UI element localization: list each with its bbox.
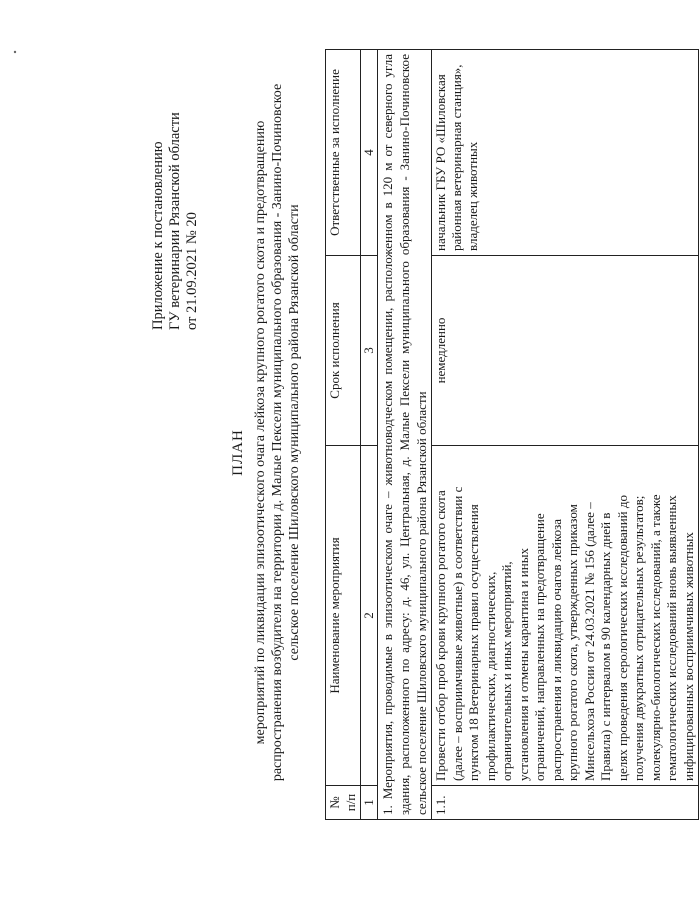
measure-line: крупного рогатого скота, утвержденных приказом — [565, 504, 580, 781]
header-num: № п/п — [326, 786, 361, 820]
header-term: Срок исполнения — [326, 256, 361, 446]
scan-speck — [12, 49, 18, 55]
row-responsible: начальник ГБУ РО «Шиловская районная ветеринарная станция», владелец животных — [432, 50, 699, 256]
measure-line: молекулярно-биологических исследований, а также — [647, 494, 663, 781]
measure-line: профилактических, диагностических, — [482, 571, 498, 781]
measure-line: гематологических исследований вновь выявленных — [664, 495, 679, 781]
plan-title: ПЛАН — [230, 429, 246, 476]
measure-line: получения двукратных отрицательных результатов; — [631, 495, 646, 781]
column-number: 4 — [361, 50, 378, 256]
row-term: немедленно — [432, 256, 699, 446]
subtitle-line-2: распространения возбудителя на территории д. Малые Пексели муниципального образования - Занино-Починовское — [270, 83, 285, 782]
section-row — [378, 50, 432, 820]
attachment-line-1: Приложение к постановлению — [150, 141, 166, 330]
attachment-line-3: от 21.09.2021 № 20 — [184, 212, 200, 330]
subtitle-line-1: мероприятий по ликвидации эпизоотического очага лейкоза крупного рогатого скота и предотвращению — [253, 120, 268, 745]
measure-line: распространения и ликвидацию очагов лейкоза — [548, 518, 564, 781]
measure-line: целях проведения серологических исследований до — [614, 495, 630, 781]
attachment-line-2: ГУ ветеринарии Рязанской области — [167, 112, 183, 330]
row-num: 1.1. — [432, 786, 699, 820]
measure-line: Правила) с интервалом в 90 календарных дней в — [598, 512, 613, 781]
column-number-row — [361, 50, 378, 820]
section-heading: 1. Мероприятия, проводимые в эпизоотическом очаге – животноводческом помещении, расположенном в 120 м от северного угла здания, расположенного по адресу: д. 46, ул. Центральная, д. Малые Пексели муниципального образования - Занино-Починовское сельское поселение Шиловского муниципального района Рязанской области — [378, 50, 432, 820]
table-row — [432, 50, 699, 820]
plan-table — [325, 49, 699, 820]
measure-line: Провести отбор проб крови крупного рогатого скота — [433, 490, 448, 781]
measure-line: (далее – восприимчивые животные) в соответствии с — [449, 486, 465, 781]
measure-line: Минсельхоза России от 24.03.2021 № 156 (далее – — [581, 502, 597, 781]
measure-line: инфицированных восприимчивых животных — [680, 532, 696, 781]
measure-line: ограничений, направленных на предотвращение — [532, 513, 547, 781]
column-number: 3 — [361, 256, 378, 446]
header-responsible: Ответственные за исполнение — [326, 50, 361, 256]
subtitle-line-3: сельское поселение Шиловского муниципального района Рязанской области — [287, 204, 302, 661]
column-number: 1 — [361, 786, 378, 820]
attachment-note — [150, 10, 201, 330]
table-header-row — [326, 50, 361, 820]
measure-line: ограничительных и иных мероприятий, — [499, 561, 514, 781]
row-measure — [432, 446, 699, 786]
measure-line: установления и отмены карантина и иных — [515, 548, 531, 781]
plan-subtitle — [252, 45, 303, 820]
header-name: Наименование мероприятия — [326, 446, 361, 786]
column-number: 2 — [361, 446, 378, 786]
measure-line: пунктом 18 Ветеринарных правил осуществления — [466, 504, 481, 781]
